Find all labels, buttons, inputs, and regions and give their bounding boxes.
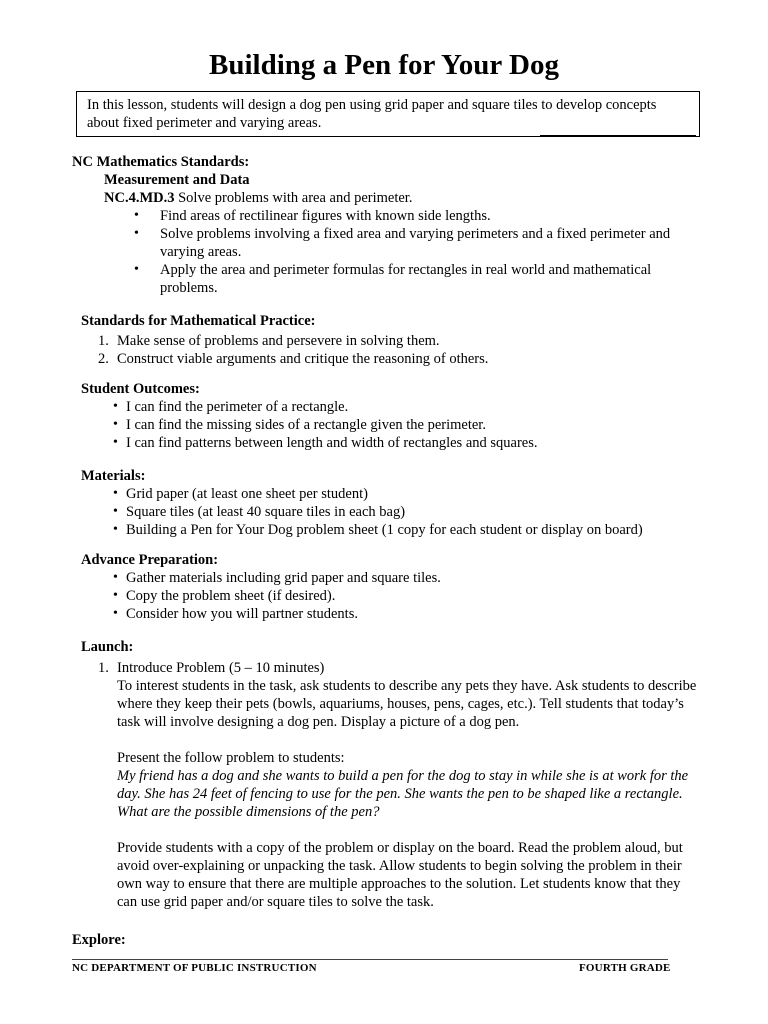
materials-heading: Materials: (81, 468, 146, 484)
practice-section (81, 312, 702, 368)
outcomes-heading: Student Outcomes: (81, 381, 200, 397)
list-item: • Find areas of rectilinear figures with known side lengths. (72, 207, 702, 225)
list-item: • I can find the missing sides of a rectangle given the perimeter. (81, 416, 702, 434)
outcomes-list (81, 398, 702, 452)
footer-divider (72, 959, 668, 960)
explore-heading: Explore: (72, 932, 126, 948)
list-item (81, 659, 702, 677)
intro-box (76, 91, 700, 137)
list-item: • Square tiles (at least 40 square tiles in each bag) (81, 503, 702, 521)
list-item (81, 332, 702, 350)
launch-heading: Launch: (81, 639, 134, 655)
prep-list (81, 569, 702, 623)
prep-section (81, 551, 702, 623)
spacer (81, 731, 702, 749)
list-item (81, 350, 702, 368)
list-item: • Apply the area and perimeter formulas for rectangles in real world and mathematical problems. (72, 261, 702, 297)
list-item: • Copy the problem sheet (if desired). (81, 587, 702, 605)
standards-bullets (72, 207, 702, 297)
standards-heading: NC Mathematics Standards: (72, 154, 250, 170)
launch-paragraph-2-lead: Present the follow problem to students: (117, 750, 345, 766)
standards-domain: Measurement and Data (104, 172, 250, 188)
list-item: • Grid paper (at least one sheet per student) (81, 485, 702, 503)
page-title: Building a Pen for Your Dog (209, 49, 559, 81)
launch-paragraph-3: Provide students with a copy of the problem or display on the board. Read the problem aloud, but avoid over-explaining or unpacking the task. Allow students to begin solving the problem in their own way to ensure that there are multiple approaches to the solution. Let students know that they can use grid paper and/or square tiles to solve the task. (117, 840, 683, 910)
list-text: Construct viable arguments and critique the reasoning of others. (117, 351, 489, 367)
practice-heading: Standards for Mathematical Practice: (81, 313, 316, 329)
list-item: • Consider how you will partner students. (81, 605, 702, 623)
list-text: Make sense of problems and persevere in solving them. (117, 333, 440, 349)
list-item: • I can find the perimeter of a rectangle. (81, 398, 702, 416)
lesson-content (72, 153, 702, 949)
launch-list (81, 659, 702, 677)
materials-section (81, 467, 702, 539)
prep-heading: Advance Preparation: (81, 552, 219, 568)
standards-section (72, 153, 702, 297)
launch-paragraph-1: To interest students in the task, ask students to describe any pets they have. Ask students to describe where they keep their pets (bowls, aquariums, houses, pens, cages, etc.). Tell students that today’s task will involve designing a dog pen. Display a picture of a dog pen. (117, 678, 697, 730)
list-item: • I can find patterns between length and width of rectangles and squares. (81, 434, 702, 452)
list-number: 2. (98, 351, 109, 367)
practice-list (81, 332, 702, 368)
list-number: 1. (98, 333, 109, 349)
launch-section (81, 638, 702, 911)
list-item: • Solve problems involving a fixed area and varying perimeters and a fixed perimeter and varying areas. (72, 225, 702, 261)
intro-text: In this lesson, students will design a dog pen using grid paper and square tiles to develop concepts about fixed perimeter and varying areas. (87, 97, 657, 131)
standards-code-line (104, 189, 702, 207)
spacer (81, 821, 702, 839)
launch-problem-text: My friend has a dog and she wants to build a pen for the dog to stay in while she is at work for the day. She has 24 feet of fencing to use for the pen. She wants the pen to be shaped like a rectangle. What are the possible dimensions of the pen? (117, 768, 689, 820)
materials-list (81, 485, 702, 539)
list-number: 1. (98, 660, 109, 676)
list-item: • Building a Pen for Your Dog problem sheet (1 copy for each student or display on board) (81, 521, 702, 539)
intro-underline (540, 135, 696, 136)
outcomes-section (81, 380, 702, 452)
footer-department: NC DEPARTMENT OF PUBLIC INSTRUCTION (72, 962, 317, 974)
standards-code: NC.4.MD.3 (104, 190, 175, 206)
footer-grade: FOURTH GRADE (579, 962, 671, 974)
list-item: • Gather materials including grid paper and square tiles. (81, 569, 702, 587)
standards-code-text: Solve problems with area and perimeter. (174, 190, 413, 206)
launch-step-title: Introduce Problem (5 – 10 minutes) (117, 660, 325, 676)
